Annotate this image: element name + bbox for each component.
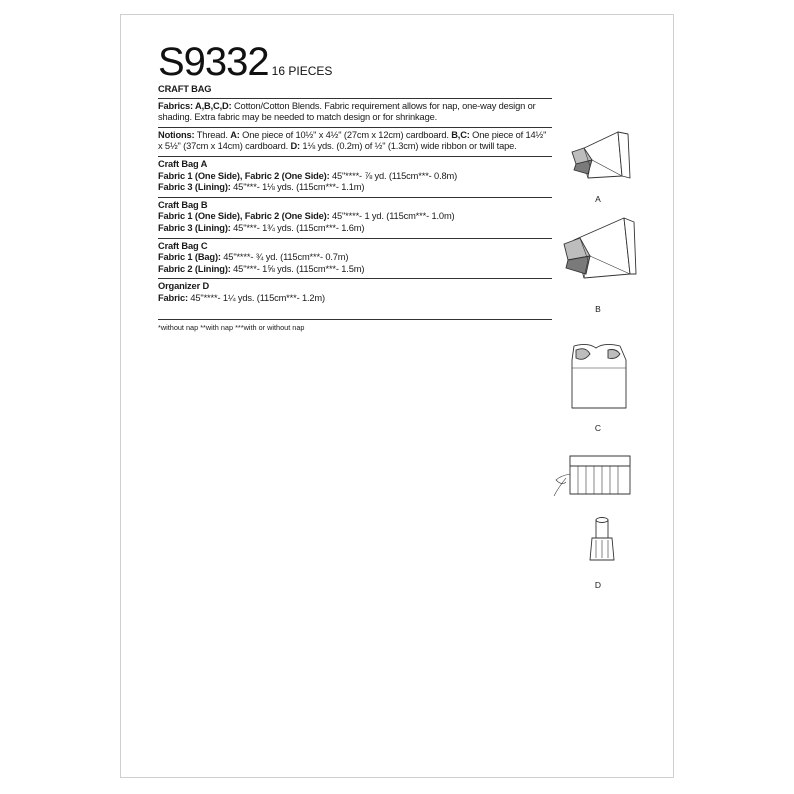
view-d-line-1-label: Fabric:	[158, 292, 188, 303]
view-b-line-2-value: 45"***- 1¾ yds. (115cm***- 1.6m)	[230, 222, 365, 233]
view-a-title: Craft Bag A	[158, 158, 208, 169]
craft-bag-a-drawing	[570, 130, 634, 188]
fabrics-label: Fabrics: A,B,C,D:	[158, 100, 232, 111]
view-a-line-1-value: 45"****- ⅞ yd. (115cm***- 0.8m)	[329, 170, 458, 181]
view-a-line-1-label: Fabric 1 (One Side), Fabric 2 (One Side):	[158, 170, 330, 181]
nap-footnote: *without nap **with nap ***with or without nap	[158, 322, 305, 332]
notions-text-4: 1⅛ yds. (0.2m) of ½" (1.3cm) wide ribbon or twill tape.	[300, 141, 517, 152]
section-title-craft-bag: CRAFT BAG	[158, 84, 552, 99]
view-a-line-1	[158, 171, 552, 183]
craft-bag-b-drawing	[560, 216, 640, 286]
view-a-label: A	[595, 194, 601, 204]
notions-text-2: One piece of 10½" x 4½" (27cm x 12cm) cardboard.	[239, 129, 452, 140]
view-b-requirements	[158, 198, 552, 239]
view-c-line-1	[158, 252, 552, 264]
pattern-header	[158, 40, 332, 85]
view-c-line-1-label: Fabric 1 (Bag):	[158, 252, 221, 263]
notions-note	[158, 128, 552, 157]
view-b-line-2-label: Fabric 3 (Lining):	[158, 222, 231, 233]
view-c-label: C	[594, 423, 602, 433]
view-c-title: Craft Bag C	[158, 240, 208, 251]
notions-label: Notions:	[158, 129, 195, 140]
view-b-line-2	[158, 223, 552, 235]
view-b-line-1-value: 45"****- 1 yd. (115cm***- 1.0m)	[329, 211, 455, 222]
view-c-line-1-value: 45"****- ¾ yd. (115cm***- 0.7m)	[220, 252, 349, 263]
pattern-number: S9332	[158, 40, 269, 84]
notions-text-1: Thread.	[194, 129, 231, 140]
fabrics-text: Cotton/Cotton Blends. Fabric requirement allows for nap, one-way design or shading. Extra fabric may be needed to match design or for shrinkage.	[158, 100, 536, 123]
view-d-label: D	[594, 580, 602, 590]
view-d-line-1	[158, 293, 552, 305]
view-a-requirements	[158, 157, 552, 198]
notions-bc-label: B,C:	[451, 129, 470, 140]
view-c-line-2	[158, 264, 552, 276]
piece-count: 16 PIECES	[271, 64, 333, 78]
view-b-title: Craft Bag B	[158, 199, 208, 210]
craft-bag-c-drawing	[564, 340, 636, 414]
view-c-line-2-value: 45"***- 1⅝ yds. (115cm***- 1.5m)	[230, 263, 365, 274]
notions-d-label: D:	[290, 141, 300, 152]
fabrics-note	[158, 99, 552, 128]
view-d-line-1-value: 45"****- 1¼ yds. (115cm***- 1.2m)	[187, 292, 325, 303]
view-b-line-1-label: Fabric 1 (One Side), Fabric 2 (One Side):	[158, 211, 330, 222]
view-b-label: B	[595, 304, 601, 314]
requirements-panel	[158, 84, 552, 333]
view-c-requirements	[158, 239, 552, 280]
organizer-d-drawing	[552, 452, 642, 576]
view-d-requirements	[158, 279, 552, 319]
view-a-line-2	[158, 182, 552, 194]
view-drawings	[548, 130, 652, 600]
notions-text-3: One piece of 14½" x 5½" (37cm x 14cm) cardboard.	[158, 129, 547, 152]
view-c-line-2-label: Fabric 2 (Lining):	[158, 263, 231, 274]
view-a-line-2-value: 45"***- 1⅛ yds. (115cm***- 1.1m)	[230, 182, 365, 193]
notions-a-label: A:	[230, 129, 240, 140]
view-a-line-2-label: Fabric 3 (Lining):	[158, 182, 231, 193]
view-b-line-1	[158, 211, 552, 223]
view-d-title: Organizer D	[158, 281, 210, 292]
